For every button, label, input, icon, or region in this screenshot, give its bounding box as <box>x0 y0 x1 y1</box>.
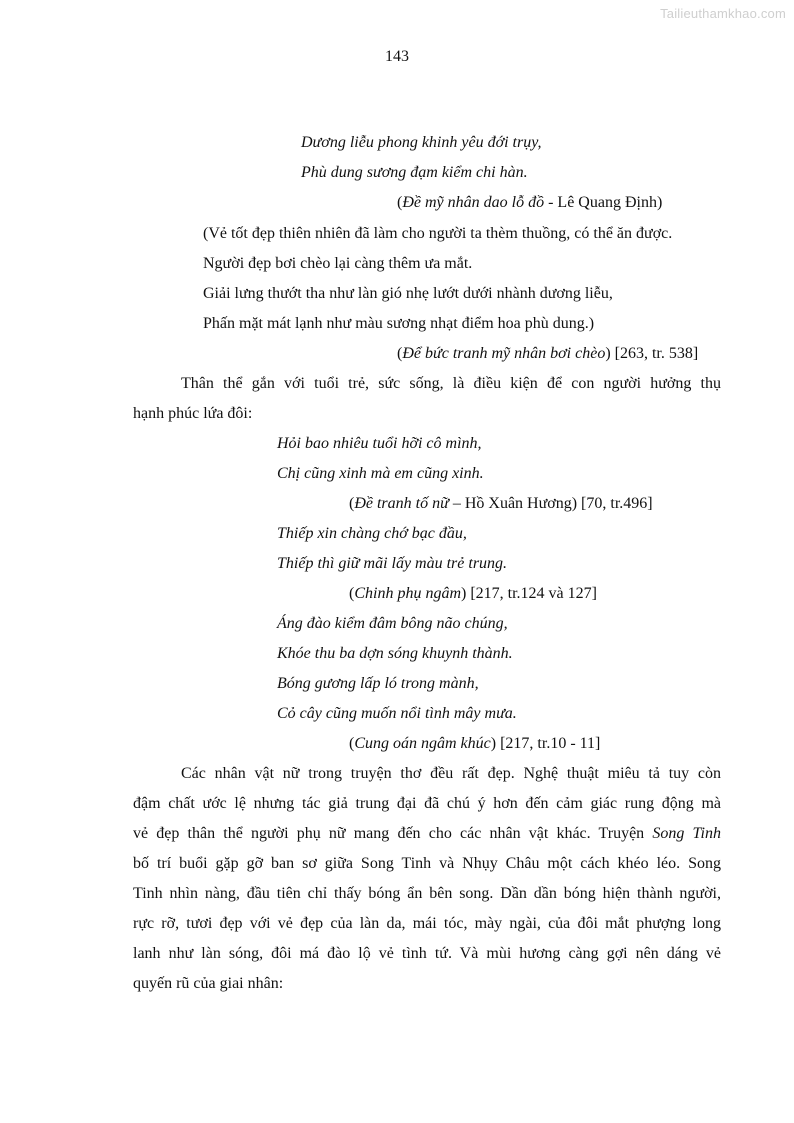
translation-line: Giải lưng thướt tha như làn gió nhẹ lướt dưới nhành dương liễu, <box>203 285 613 302</box>
citation-open: ( <box>349 495 355 512</box>
citation-title: Để bức tranh mỹ nhân bơi chèo <box>402 345 606 362</box>
poem-line: Thiếp thì giữ mãi lấy màu trẻ trung. <box>277 555 508 572</box>
citation-source: ) [217, tr.124 và 127] <box>461 585 597 602</box>
citation-open: ( <box>397 194 403 211</box>
citation <box>349 494 653 514</box>
citation-source: ) [217, tr.10 - 11] <box>490 735 601 752</box>
poem-line: Phù dung sương đạm kiểm chi hàn. <box>301 164 528 181</box>
citation <box>349 584 597 604</box>
paragraph-line <box>133 824 721 844</box>
work-title: Song Tinh <box>652 825 721 842</box>
citation <box>397 193 662 213</box>
citation-open: ( <box>397 345 403 362</box>
citation-title: Đề tranh tố nữ <box>354 495 449 512</box>
paragraph-line: Các nhân vật nữ trong truyện thơ đều rất đẹp. Nghệ thuật miêu tả tuy còn <box>181 765 721 782</box>
citation-title: Đề mỹ nhân dao lỗ đồ <box>402 194 545 211</box>
paragraph-line: bố trí buổi gặp gỡ ban sơ giữa Song Tinh và Nhụy Châu một cách khéo léo. Song <box>133 855 721 872</box>
translation-line: Người đẹp bơi chèo lại càng thêm ưa mắt. <box>203 255 473 272</box>
citation-title: Cung oán ngâm khúc <box>354 735 491 752</box>
paragraph-line: rực rỡ, tươi đẹp với vẻ đẹp của làn da, mái tóc, mày ngài, của đôi mắt phượng long <box>133 915 721 932</box>
citation-title: Chinh phụ ngâm <box>354 585 461 602</box>
translation-line: (Vẻ tốt đẹp thiên nhiên đã làm cho người ta thèm thuồng, có thể ăn được. <box>203 225 673 242</box>
translation-line: Phấn mặt mát lạnh như màu sương nhạt điểm hoa phù dung.) <box>203 315 595 332</box>
citation-source: - Lê Quang Định) <box>544 194 663 211</box>
paragraph-line: Thân thể gắn với tuổi trẻ, sức sống, là điều kiện để con người hưởng thụ <box>181 375 721 392</box>
poem-line: Chị cũng xinh mà em cũng xinh. <box>277 465 484 482</box>
paragraph-line: Tinh nhìn nàng, đầu tiên chỉ thấy bóng ẩn bên song. Dần dần bóng hiện thành người, <box>133 885 721 902</box>
poem-line: Thiếp xin chàng chớ bạc đầu, <box>277 525 467 542</box>
paragraph-line: hạnh phúc lứa đôi: <box>133 405 253 422</box>
citation-open: ( <box>349 735 355 752</box>
poem-line: Bóng gương lấp ló trong mành, <box>277 675 479 692</box>
paragraph-line: quyến rũ của giai nhân: <box>133 975 284 992</box>
poem-line: Hỏi bao nhiêu tuổi hỡi cô mình, <box>277 435 482 452</box>
poem-line: Cỏ cây cũng muốn nổi tình mây mưa. <box>277 705 517 722</box>
paragraph-text: vẻ đẹp thân thể người phụ nữ mang đến cho các nhân vật khác. Truyện <box>133 825 653 842</box>
page-number: 143 <box>385 48 409 65</box>
citation <box>349 734 600 754</box>
citation-source: ) [263, tr. 538] <box>605 345 699 362</box>
watermark: Tailieuthamkhao.com <box>660 6 786 21</box>
citation <box>397 344 698 364</box>
paragraph-line: lanh như làn sóng, đôi má đào lộ vẻ tình tứ. Và mùi hương càng gợi nên dáng vẻ <box>133 945 721 962</box>
citation-source: – Hồ Xuân Hương) [70, tr.496] <box>448 495 653 512</box>
poem-line: Dương liễu phong khinh yêu đới trụy, <box>301 134 542 151</box>
citation-open: ( <box>349 585 355 602</box>
paragraph-line: đậm chất ước lệ nhưng tác giả trung đại đã chú ý hơn đến cảm giác rung động mà <box>133 795 721 812</box>
poem-line: Khóe thu ba dợn sóng khuynh thành. <box>277 645 513 662</box>
poem-line: Áng đào kiểm đâm bông não chúng, <box>277 615 508 632</box>
